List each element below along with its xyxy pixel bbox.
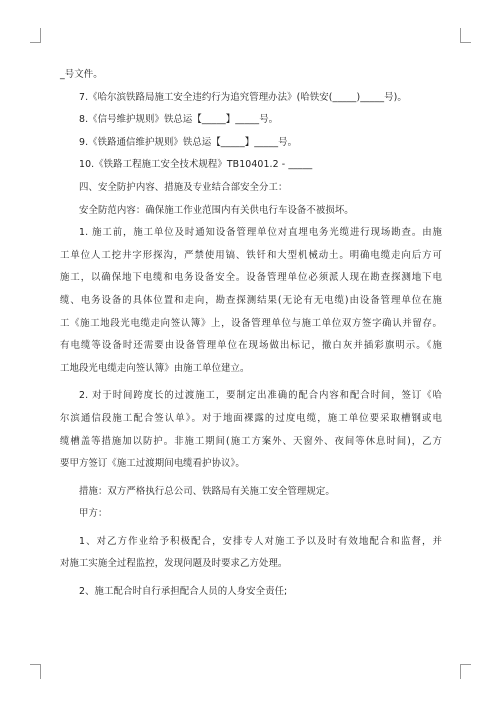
text-line: _号文件。 [60,69,103,80]
text-line: 10.《铁路工程施工安全技术规程》TB10401.2 - _____ [79,159,313,171]
text-line: 8.《信号维护规则》铁总运【_____】_____号。 [79,114,279,126]
document-body [60,64,442,604]
text-line: 9.《铁路通信维护规则》铁总运【_____】_____号。 [79,136,298,148]
text-line: 1. 施工前，施工单位及时通知设备管理单位对直埋电务光缆进行现场勘查。由施 [79,227,442,239]
text-line: 1、对乙方作业给予积极配合，安排专人对施工予以及时有效地配合和监督，并 [79,535,442,547]
text-line: 安全防范内容：确保施工作业范围内有关供电行车设备不被损坏。 [79,204,354,216]
text-line: 要甲方签订《施工过渡期间电缆看护协议》。 [60,458,245,470]
crop-mark-bottom-right [460,664,471,679]
text-line: 工《施工地段光电缆走向签认簿》上，设备管理单位与施工单位双方签字确认并留存。 [60,317,442,329]
text-line: 甲方： [79,508,108,520]
text-line: 缆、电务设备的具体位置和走向，勘查探测结果(无论有无电缆)由设备管理单位在施 [60,294,442,306]
text-line: 对施工实施全过程监控，发现问题及时要求乙方处理。 [60,558,288,570]
crop-mark-top-right [460,28,471,43]
text-line: 7.《哈尔滨铁路局施工安全违约行为追究管理办法》(哈铁安(_____)_____号)。 [79,91,407,103]
text-line: 尔滨通信段施工配合签认单》。对于地面裸露的过度电缆，施工单位要采取槽钢或电 [60,412,442,424]
text-line: 工单位人工挖井字形探沟，严禁使用镐、铁钎和大型机械动土。明确电缆走向后方可 [60,249,442,261]
section-heading: 四、安全防护内容、措施及专业结合部安全分工： [79,181,288,193]
text-line: 2. 对于时间跨度长的过渡施工，要制定出准确的配合内容和配合时间，签订《哈 [79,390,442,402]
text-line: 施工，以确保地下电缆和电务设备安全。设备管理单位必须派人现在勘查探测地下电 [60,272,442,284]
crop-mark-bottom-left [30,664,41,679]
text-line: 工地段光电缆走向签认簿》由施工单位建立。 [60,362,250,374]
text-line: 措施：双方严格执行总公司、铁路局有关施工安全管理规定。 [79,485,335,497]
crop-mark-top-left [30,28,41,43]
text-line: 缆槽盖等措施加以防护。非施工期间(施工方案外、天窗外、夜间等休息时间)，乙方 [60,435,442,447]
text-line: 2、施工配合时自行承担配合人员的人身安全责任; [79,586,288,598]
text-line: 有电缆等设备时还需要由设备管理单位在现场做出标记，撤白灰并插彩旗明示。《施 [60,340,442,352]
